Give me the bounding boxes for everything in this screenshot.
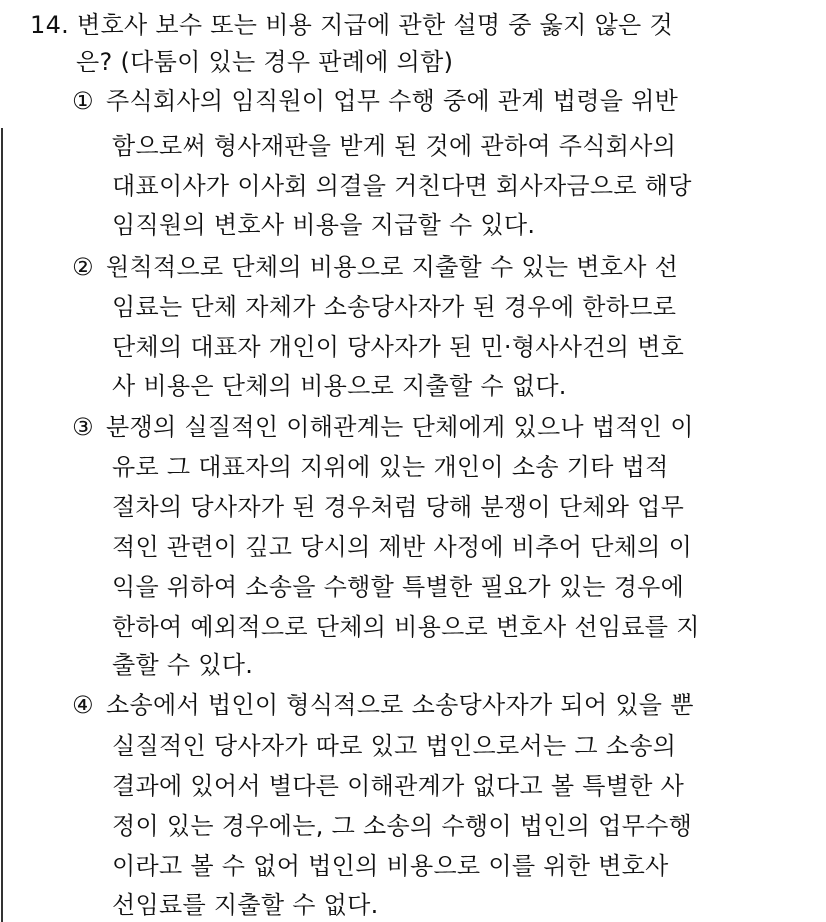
option-3-line-7: 출할 수 있다. <box>112 651 254 679</box>
margin-rule <box>1 128 3 922</box>
option-1-line-4: 임직원의 변호사 비용을 지급할 수 있다. <box>112 211 536 239</box>
option-2-line-1 <box>72 252 678 282</box>
question-line-1 <box>30 10 673 40</box>
option-1-text: 주식회사의 임직원이 업무 수행 중에 관계 법령을 위반 <box>106 87 679 115</box>
option-3-line-4: 적인 관련이 깊고 당시의 제반 사정에 비추어 단체의 이 <box>112 533 693 561</box>
option-2-line-4: 사 비용은 단체의 비용으로 지출할 수 없다. <box>112 372 567 400</box>
option-2-line-2: 임료는 단체 자체가 소송당사자가 된 경우에 한하므로 <box>112 293 677 321</box>
option-3-line-6: 한하여 예외적으로 단체의 비용으로 변호사 선임료를 지 <box>112 613 700 641</box>
option-2-text: 원칙적으로 단체의 비용으로 지출할 수 있는 변호사 선 <box>106 253 679 281</box>
option-1-line-2: 함으로써 형사재판을 받게 된 것에 관하여 주식회사의 <box>112 132 677 160</box>
option-4-line-5: 이라고 볼 수 없어 법인의 비용으로 이를 위한 변호사 <box>112 852 669 880</box>
option-2-line-3: 단체의 대표자 개인이 당사자가 된 민·형사사건의 변호 <box>112 333 685 361</box>
option-marker-1: ① <box>72 87 94 115</box>
option-4-line-3: 결과에 있어서 별다른 이해관계가 없다고 볼 특별한 사 <box>112 772 685 800</box>
option-3-line-1 <box>72 412 694 442</box>
question-number: 14. <box>30 11 70 39</box>
option-4-line-6: 선임료를 지출할 수 없다. <box>112 891 379 919</box>
option-4-line-4: 정이 있는 경우에는, 그 소송의 수행이 법인의 업무수행 <box>112 812 693 840</box>
option-1-line-1 <box>72 86 678 116</box>
option-3-line-3: 절차의 당사자가 된 경우처럼 당해 분쟁이 단체와 업무 <box>112 493 685 521</box>
option-4-line-1 <box>72 690 694 720</box>
option-1-line-3: 대표이사가 이사회 의결을 거친다면 회사자금으로 해당 <box>112 172 692 200</box>
option-marker-4: ④ <box>72 691 94 719</box>
option-marker-3: ③ <box>72 413 94 441</box>
option-3-text: 분쟁의 실질적인 이해관계는 단체에게 있으나 법적인 이 <box>106 413 694 441</box>
question-line-2: 은? (다툼이 있는 경우 판례에 의함) <box>76 48 454 76</box>
option-3-line-5: 익을 위하여 소송을 수행할 특별한 필요가 있는 경우에 <box>112 573 685 601</box>
option-4-line-2: 실질적인 당사자가 따로 있고 법인으로서는 그 소송의 <box>112 732 677 760</box>
option-marker-2: ② <box>72 253 94 281</box>
option-4-text: 소송에서 법인이 형식적으로 소송당사자가 되어 있을 뿐 <box>106 691 694 719</box>
question-text: 변호사 보수 또는 비용 지급에 관한 설명 중 옳지 않은 것 <box>77 11 673 39</box>
option-3-line-2: 유로 그 대표자의 지위에 있는 개인이 소송 기타 법적 <box>112 453 669 481</box>
